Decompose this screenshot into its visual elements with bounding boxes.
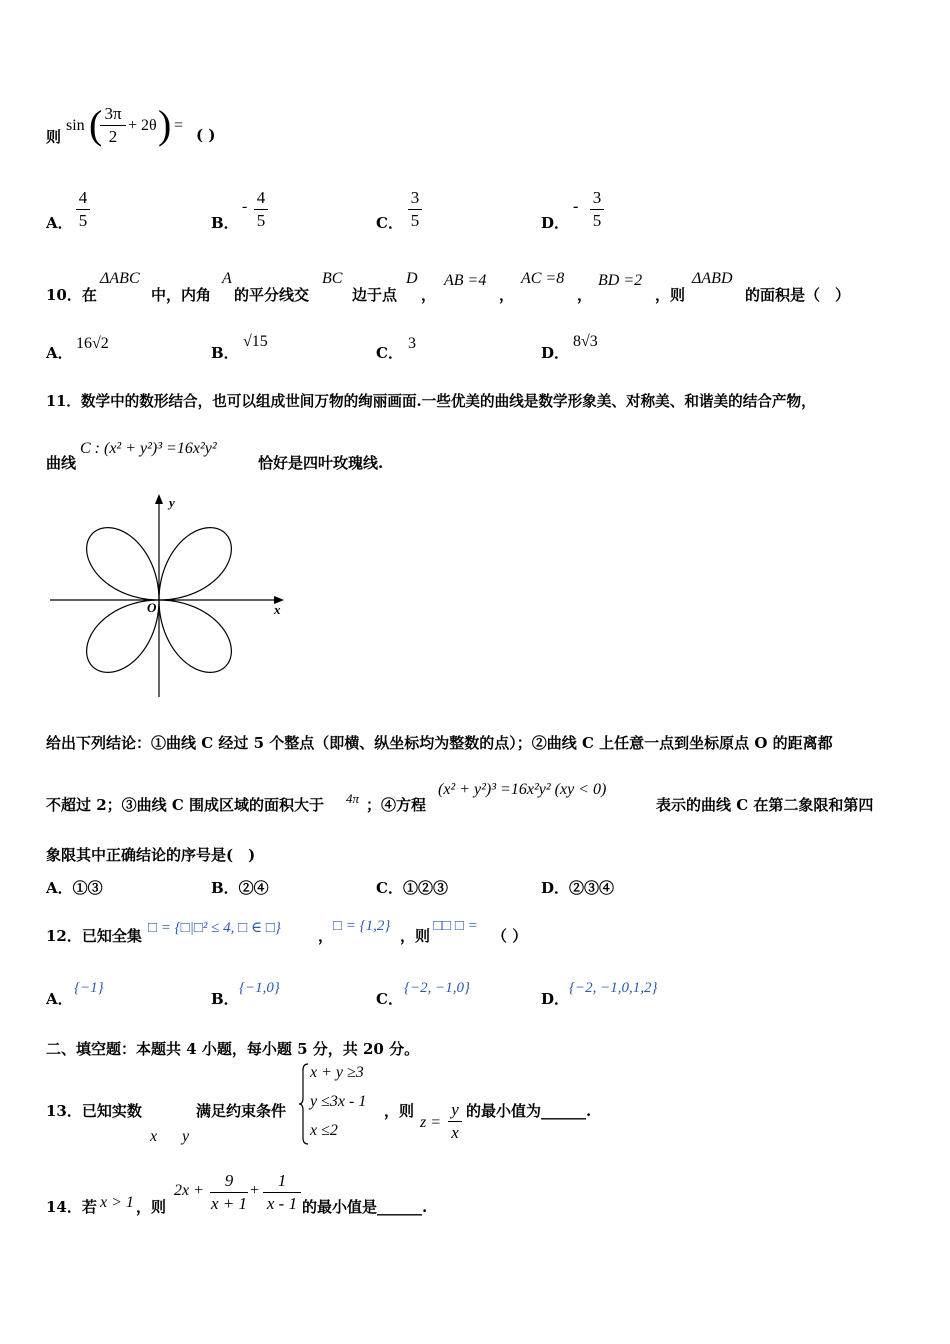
q12-comma: ， xyxy=(318,927,334,945)
q12-option-b-label[interactable]: B． xyxy=(211,990,239,1008)
q11-formula2: (x² + y²)³ =16x²y² (xy < 0) xyxy=(438,781,607,798)
q10-ac: AC =8 xyxy=(521,270,565,287)
q12-prefix: 12．已知全集 xyxy=(46,927,142,945)
section2-heading: 二、填空题：本题共 4 小题，每小题 5 分，共 20 分。 xyxy=(46,1040,420,1058)
q9-frac xyxy=(100,103,126,148)
q10-text5: 的面积是（ ） xyxy=(745,286,851,304)
q10-option-a-label[interactable]: A． xyxy=(46,344,73,362)
q10-side: BC xyxy=(322,270,343,287)
q9-lparen: ( xyxy=(89,102,103,147)
q11-line2-formula: C : (x² + y²)³ =16x²y² xyxy=(80,440,217,457)
q10-point: D xyxy=(406,270,418,287)
q9-a-num: 4 xyxy=(78,188,88,207)
q14-then: ，则 xyxy=(136,1198,167,1216)
q11-line2-suffix: 恰好是四叶玫瑰线. xyxy=(258,454,384,472)
q10-comma1: ， xyxy=(421,286,437,304)
q11-option-c[interactable]: C．①②③ xyxy=(376,879,448,897)
q12-option-b-value: {−1,0} xyxy=(239,980,280,996)
q10-option-c-label[interactable]: C． xyxy=(376,344,403,362)
q14-frac2 xyxy=(263,1170,301,1215)
q13-brace xyxy=(298,1062,310,1146)
q13-constraint1: x + y ≥3 xyxy=(310,1064,364,1081)
q9-option-a-label[interactable]: A． xyxy=(46,214,73,232)
q12-option-c-value: {−2, −1,0} xyxy=(404,980,470,996)
q9-c-num: 3 xyxy=(410,188,420,207)
q10-triangle2: ΔABD xyxy=(692,270,733,287)
q10-ab: AB =4 xyxy=(444,272,487,289)
q12-option-d-value: {−2, −1,0,1,2} xyxy=(569,980,658,996)
q12-paren: （ ） xyxy=(492,927,528,945)
q11-option-d[interactable]: D．②③④ xyxy=(541,879,615,897)
q9-option-c-label[interactable]: C． xyxy=(376,214,403,232)
q13-z-frac xyxy=(448,1099,462,1144)
q14-expr-a: 2x + xyxy=(174,1182,204,1199)
q11-option-a[interactable]: A．①③ xyxy=(46,879,103,897)
q9-option-d-frac xyxy=(590,187,604,232)
q10-comma3: ， xyxy=(577,286,593,304)
q9-d-num: 3 xyxy=(592,188,602,207)
q10-option-c-value: 3 xyxy=(408,335,416,352)
y-axis-label: y xyxy=(169,495,175,510)
q11-paragraph2-a: 不超过 2；③曲线 C 围成区域的面积大于 xyxy=(46,796,325,814)
q10-text2: 的平分线交 xyxy=(234,286,310,304)
q14-f2-num: 1 xyxy=(277,1171,287,1190)
q9-frac-num: 3π xyxy=(104,104,122,123)
q11-paragraph3: 象限其中正确结论的序号是( ) xyxy=(46,846,256,864)
q13-then: ，则 xyxy=(384,1102,415,1120)
q14-condition: x > 1 xyxy=(100,1194,134,1211)
q12-option-a-value: {−1} xyxy=(74,980,104,996)
q9-d-den: 5 xyxy=(592,211,602,230)
q13-constraint2: y ≤3x - 1 xyxy=(310,1093,367,1110)
q14-suffix: 的最小值是______. xyxy=(302,1198,428,1216)
q13-text1: 满足约束条件 xyxy=(196,1102,287,1120)
q11-paragraph1: 给出下列结论：①曲线 C 经过 5 个整点（即横、纵坐标均为整数的点）；②曲线 C 上任意一点到坐标原点 O 的距离都 xyxy=(46,734,833,752)
q9-c-den: 5 xyxy=(410,211,420,230)
q13-suffix: 的最小值为______. xyxy=(466,1102,592,1120)
q13-var-x: x xyxy=(150,1128,158,1145)
q13-z-den: x xyxy=(451,1123,459,1142)
q11-line1: 11．数学中的数形结合，也可以组成世间万物的绚丽画面.一些优美的曲线是数学形象美、对称美、和谐美的结合产物， xyxy=(46,393,816,410)
q11-line2-prefix: 曲线 xyxy=(46,454,77,472)
origin-label: O xyxy=(147,600,157,615)
q10-bd: BD =2 xyxy=(598,272,643,289)
q9-sin: sin xyxy=(66,117,85,134)
q9-option-b-sign: - xyxy=(242,198,248,215)
q10-text1: 中，内角 xyxy=(151,286,212,304)
q9-option-c-frac xyxy=(408,187,422,232)
q9-option-d-label[interactable]: D． xyxy=(541,214,570,232)
q14-f1-den: x + 1 xyxy=(210,1194,248,1213)
q13-z-num: y xyxy=(451,1100,459,1119)
q10-option-d-value: 8√3 xyxy=(573,333,598,350)
q10-option-b-label[interactable]: B． xyxy=(211,344,239,362)
q10-number: 10．在 xyxy=(46,286,97,304)
q9-option-b-label[interactable]: B． xyxy=(211,214,239,232)
q9-eq: = xyxy=(174,117,184,134)
q12-set-a: □ = {1,2} xyxy=(333,918,391,934)
x-axis-label: x xyxy=(274,602,281,617)
q13-prefix: 13．已知实数 xyxy=(46,1102,142,1120)
q14-plus: + xyxy=(250,1182,260,1199)
q9-plus: + 2θ xyxy=(128,117,157,134)
q9-rparen: ) xyxy=(158,102,172,147)
q14-prefix: 14．若 xyxy=(46,1198,97,1216)
q12-set-u: □ = {□|□² ≤ 4, □ ∈ □} xyxy=(148,920,281,936)
q14-f1-num: 9 xyxy=(224,1171,234,1190)
q9-b-num: 4 xyxy=(256,188,266,207)
q10-option-b-value: √15 xyxy=(243,333,268,350)
q10-text4: ，则 xyxy=(655,286,686,304)
q12-option-c-label[interactable]: C． xyxy=(376,990,403,1008)
q10-option-a-value: 16√2 xyxy=(76,335,109,352)
q10-option-d-label[interactable]: D． xyxy=(541,344,570,362)
q14-frac1 xyxy=(210,1170,248,1215)
y-axis-arrow xyxy=(155,494,163,504)
q9-prefix: 则 xyxy=(46,128,62,146)
q9-a-den: 5 xyxy=(78,211,88,230)
q10-text3: 边于点 xyxy=(352,286,398,304)
q11-paragraph2-b: ；④方程 xyxy=(366,796,427,814)
q10-triangle: ΔABC xyxy=(100,270,140,287)
q10-comma2: ， xyxy=(499,286,515,304)
rose-curve-figure xyxy=(48,492,288,702)
q9-frac-den: 2 xyxy=(108,127,118,146)
q13-z: z = xyxy=(420,1114,442,1131)
q13-constraint3: x ≤2 xyxy=(310,1122,338,1139)
q12-option-d-label[interactable]: D． xyxy=(541,990,570,1008)
q9-option-a-frac xyxy=(76,187,90,232)
q14-f2-den: x - 1 xyxy=(266,1194,298,1213)
q12-complement: □□ □ = xyxy=(433,918,478,934)
q11-option-b[interactable]: B．②④ xyxy=(211,879,269,897)
q9-option-b-frac xyxy=(254,187,268,232)
q9-option-d-sign: - xyxy=(573,198,579,215)
q12-then: ，则 xyxy=(400,927,431,945)
q12-option-a-label[interactable]: A． xyxy=(46,990,73,1008)
q9-b-den: 5 xyxy=(256,211,266,230)
q10-angle: A xyxy=(222,270,232,287)
q13-var-y: y xyxy=(182,1128,190,1145)
q9-paren: ( ) xyxy=(196,126,216,144)
q11-area: 4π xyxy=(346,791,360,806)
q11-paragraph2-c: 表示的曲线 C 在第二象限和第四 xyxy=(656,796,874,814)
